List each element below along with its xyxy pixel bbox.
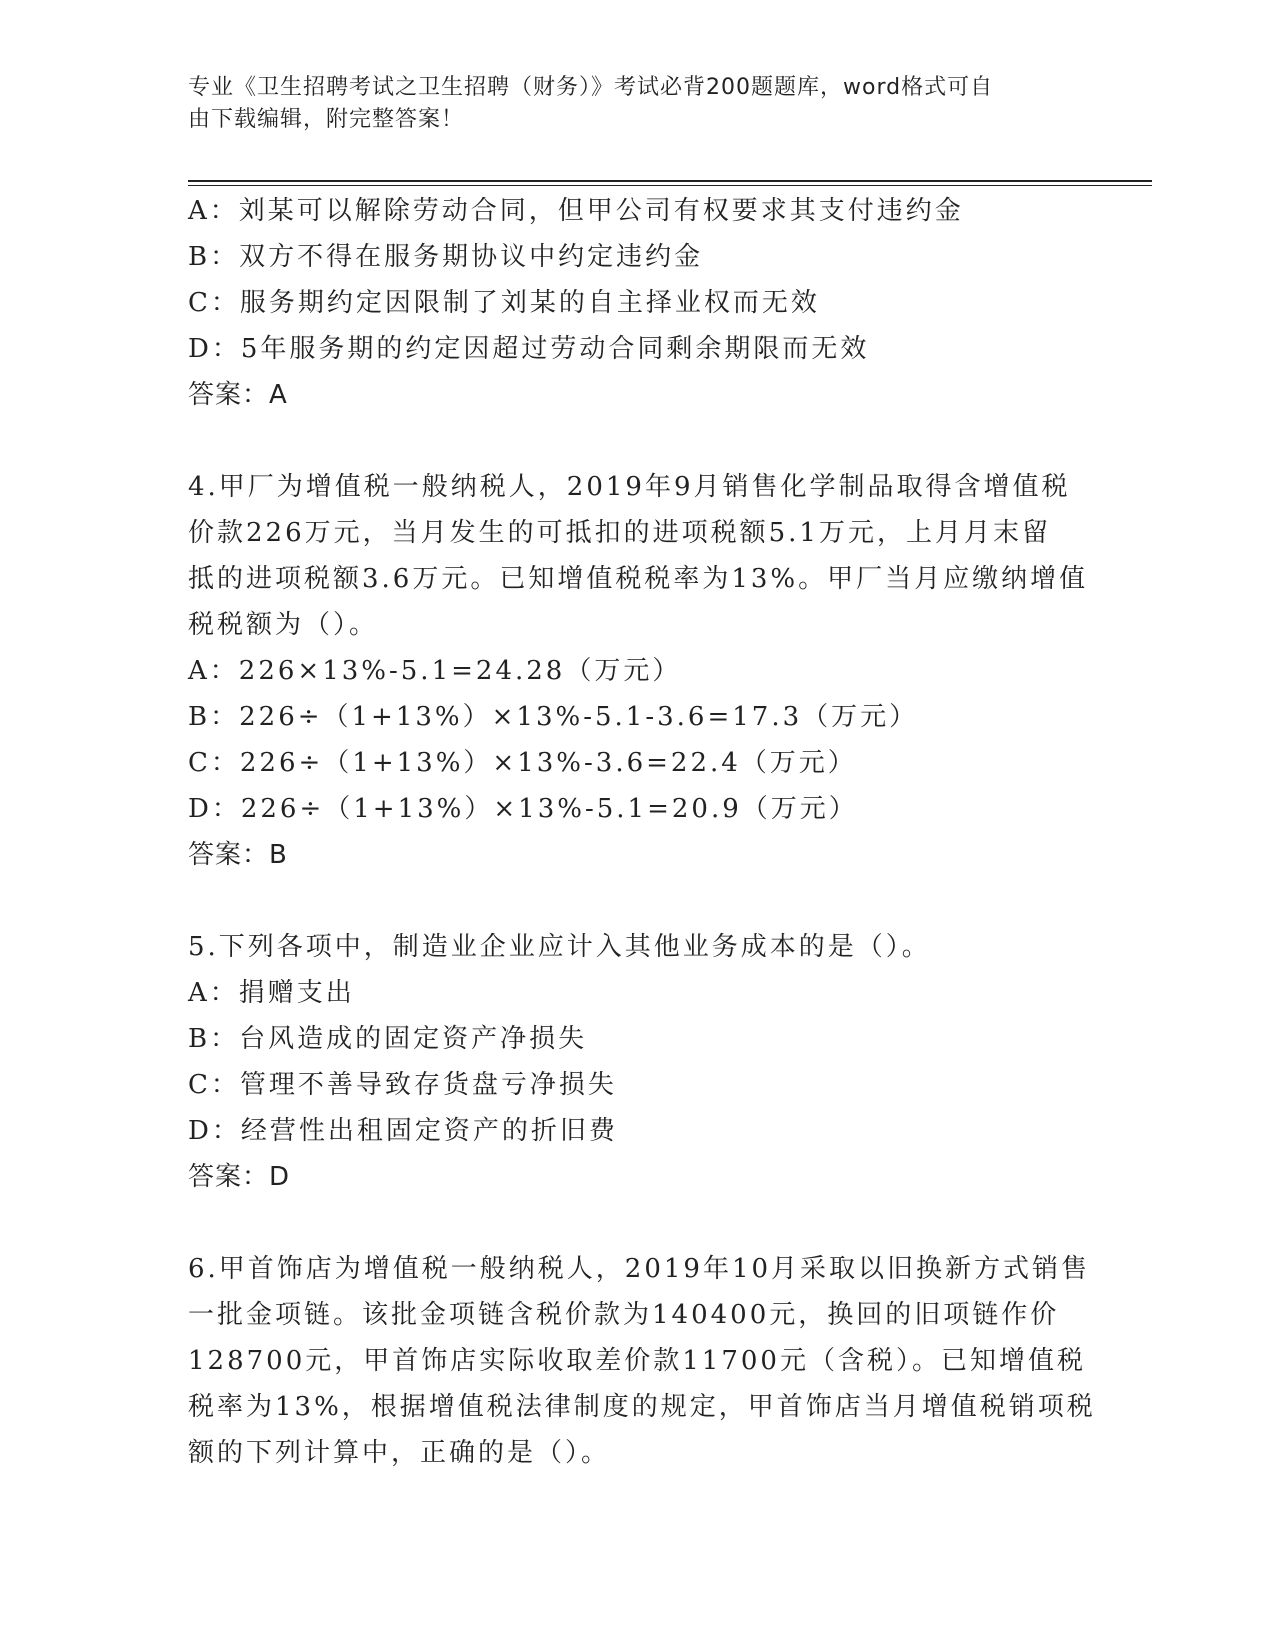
question-stem-line: 6.甲首饰店为增值税一般纳税人，2019年10月采取以旧换新方式销售 <box>188 1254 1091 1284</box>
question-stem-line: 一批金项链。该批金项链含税价款为140400元，换回的旧项链作价 <box>188 1300 1060 1330</box>
option-d: D：226÷（1+13%）×13%-5.1=20.9（万元） <box>188 794 858 824</box>
question-stem-line: 税率为13%，根据增值税法律制度的规定，甲首饰店当月增值税销项税 <box>188 1392 1096 1422</box>
document-header <box>188 72 1068 136</box>
question-stem-line: 5.下列各项中，制造业企业应计入其他业务成本的是（）。 <box>188 932 931 962</box>
header-title-line-2: 由下载编辑，附完整答案！ <box>188 107 465 132</box>
option-b: B：台风造成的固定资产净损失 <box>188 1024 588 1054</box>
question-4 <box>188 464 1088 878</box>
option-d: D：经营性出租固定资产的折旧费 <box>188 1116 618 1146</box>
header-divider-thick <box>188 180 1152 182</box>
option-b: B：226÷（1+13%）×13%-5.1-3.6=17.3（万元） <box>188 702 919 732</box>
header-divider-thin <box>188 185 1152 186</box>
option-a: A：226×13%-5.1=24.28（万元） <box>188 656 682 686</box>
question-stem-line: 税税额为（）。 <box>188 610 379 640</box>
header-title-line-1: 专业《卫生招聘考试之卫生招聘（财务）》考试必背200题题库，word格式可自 <box>188 75 994 100</box>
question-5 <box>188 924 1088 1200</box>
option-c: C：226÷（1+13%）×13%-3.6=22.4（万元） <box>188 748 857 778</box>
option-a: A：刘某可以解除劳动合同，但甲公司有权要求其支付违约金 <box>188 196 964 226</box>
option-c: C：管理不善导致存货盘亏净损失 <box>188 1070 617 1100</box>
question-stem-line: 128700元，甲首饰店实际收取差价款11700元（含税）。已知增值税 <box>188 1346 1086 1376</box>
question-stem-line: 抵的进项税额3.6万元。已知增值税税率为13%。甲厂当月应缴纳增值 <box>188 564 1089 594</box>
answer: 答案：A <box>188 380 288 410</box>
answer: 答案：B <box>188 840 288 870</box>
question-stem-line: 4.甲厂为增值税一般纳税人，2019年9月销售化学制品取得含增值税 <box>188 472 1071 502</box>
question-3 <box>188 188 1088 418</box>
spacer <box>188 1200 1088 1246</box>
option-a: A：捐赠支出 <box>188 978 355 1008</box>
spacer <box>188 418 1088 464</box>
spacer <box>188 878 1088 924</box>
question-stem-line: 额的下列计算中，正确的是（）。 <box>188 1438 611 1468</box>
option-d: D：5年服务期的约定因超过劳动合同剩余期限而无效 <box>188 334 870 364</box>
option-c: C：服务期约定因限制了刘某的自主择业权而无效 <box>188 288 820 318</box>
question-6 <box>188 1246 1096 1476</box>
answer: 答案：D <box>188 1162 291 1192</box>
option-b: B：双方不得在服务期协议中约定违约金 <box>188 242 704 272</box>
question-content <box>188 188 1096 1476</box>
question-stem-line: 价款226万元，当月发生的可抵扣的进项税额5.1万元，上月月末留 <box>188 518 1051 548</box>
